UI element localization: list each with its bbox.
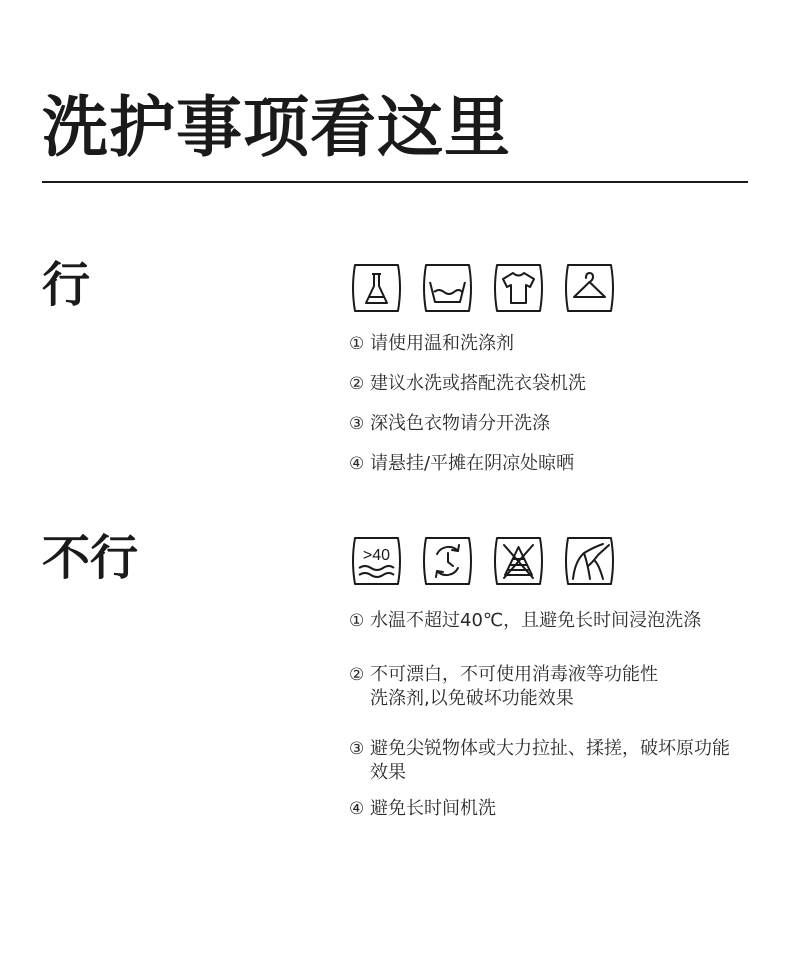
item-number: ① [349, 611, 365, 631]
hand-wash-basin-icon [420, 262, 475, 314]
item-number: ④ [349, 799, 365, 819]
tshirt-icon [491, 262, 546, 314]
item-number: ② [349, 665, 365, 685]
chemical-wash-flask-icon [349, 262, 404, 314]
item-number: ③ [349, 414, 365, 434]
item-text: 避免长时间机洗 [370, 798, 496, 819]
dont-icon-row [349, 535, 617, 587]
list-item [349, 372, 586, 396]
list-item [349, 797, 496, 821]
list-item [349, 412, 550, 436]
item-number: ② [349, 374, 365, 394]
no-iron-sharp-icon [562, 535, 617, 587]
item-text: 深浅色衣物请分开洗涤 [370, 413, 550, 434]
item-text: 不可漂白，不可使用消毒液等功能性 洗涤剂,以免破坏功能效果 [370, 664, 658, 709]
water-temp-40-icon [349, 535, 404, 587]
item-text: 建议水洗或搭配洗衣袋机洗 [370, 373, 586, 394]
do-icon-row [349, 262, 617, 314]
no-tumble-dry-cycle-icon [420, 535, 475, 587]
item-number: ④ [349, 454, 365, 474]
item-text: 请使用温和洗涤剂 [370, 333, 514, 354]
item-text: 水温不超过40℃，且避免长时间浸泡洗涤 [370, 610, 702, 631]
temp-label: >40 [362, 547, 391, 564]
list-item [349, 737, 730, 785]
list-item [349, 452, 574, 476]
item-text: 请悬挂/平摊在阴凉处晾晒 [370, 453, 575, 474]
do-not-bleach-icon [491, 535, 546, 587]
do-heading: 行 [42, 257, 91, 313]
page-title: 洗护事项看这里 [42, 89, 511, 166]
item-number: ① [349, 334, 365, 354]
item-text: 避免尖锐物体或大力拉扯、揉搓，破坏原功能 效果 [370, 738, 730, 783]
dont-heading: 不行 [42, 530, 139, 586]
list-item [349, 332, 514, 356]
item-number: ③ [349, 739, 365, 759]
list-item [349, 663, 658, 711]
title-divider [42, 181, 748, 183]
list-item [349, 609, 701, 633]
hanger-icon [562, 262, 617, 314]
